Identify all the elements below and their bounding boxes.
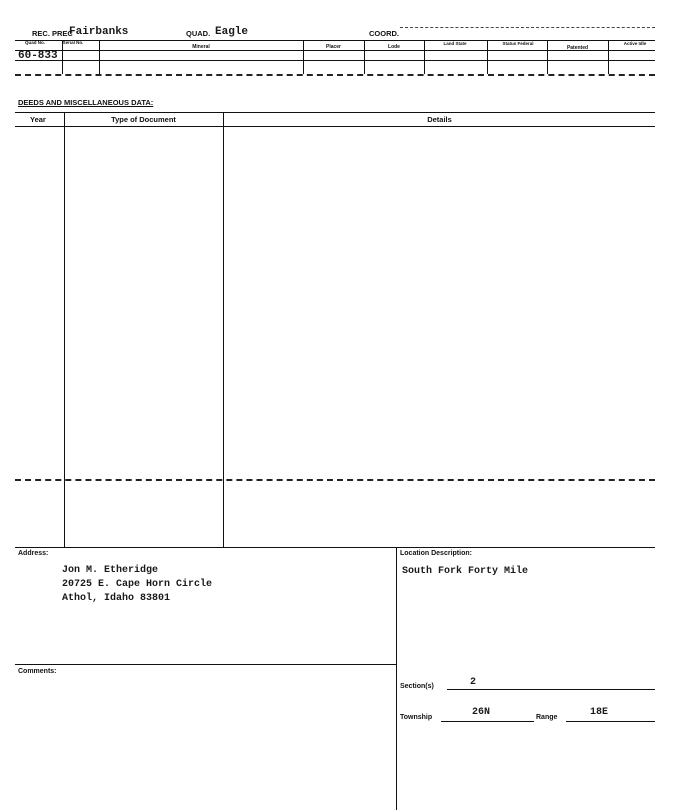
comments-rule bbox=[15, 664, 396, 665]
col-mineral: Mineral bbox=[192, 44, 210, 50]
section-value: 2 bbox=[470, 677, 477, 688]
deeds-section-title: DEEDS AND MISCELLANEOUS DATA: bbox=[18, 98, 154, 107]
quad-no-value: 60-833 bbox=[18, 50, 58, 62]
deeds-col-divider bbox=[223, 112, 224, 547]
year-header: Year bbox=[30, 115, 46, 124]
address-line-2: 20725 E. Cape Horn Circle bbox=[62, 579, 213, 590]
rec-prec-value: Fairbanks bbox=[69, 26, 129, 38]
col-lode: Lode bbox=[388, 44, 400, 50]
type-header: Type of Document bbox=[111, 115, 176, 124]
comments-label: Comments: bbox=[18, 668, 57, 675]
location-value: South Fork Forty Mile bbox=[402, 566, 529, 577]
range-label: Range bbox=[536, 714, 558, 721]
col-divider bbox=[424, 40, 425, 74]
deeds-bottom-rule bbox=[15, 547, 655, 548]
col-active-idle: Active Idle bbox=[623, 41, 647, 46]
location-label: Location Description: bbox=[400, 550, 472, 557]
record-rule bbox=[15, 60, 655, 61]
address-line-1: Jon M. Etheridge bbox=[62, 565, 159, 576]
col-divider bbox=[487, 40, 488, 74]
deeds-header-rule bbox=[15, 126, 655, 127]
section-line bbox=[447, 689, 655, 690]
township-label: Township bbox=[400, 714, 433, 721]
col-patented: Patented bbox=[566, 45, 589, 51]
col-land-state: Land State bbox=[443, 41, 467, 46]
deeds-col-divider bbox=[64, 112, 65, 547]
colhead-rule bbox=[15, 50, 655, 51]
quad-value: Eagle bbox=[215, 26, 249, 38]
coord-label: COORD. bbox=[369, 29, 399, 38]
deeds-top-rule bbox=[15, 112, 655, 113]
header-rule bbox=[15, 40, 655, 41]
details-header: Details bbox=[427, 115, 452, 124]
col-serial-no: Serial No. bbox=[62, 40, 84, 45]
coord-line bbox=[400, 27, 655, 28]
bottom-col-divider bbox=[396, 547, 397, 810]
range-value: 18E bbox=[590, 707, 609, 718]
record-dash-rule bbox=[15, 74, 655, 76]
deeds-dash-rule bbox=[15, 479, 655, 481]
address-label: Address: bbox=[18, 550, 49, 557]
col-quad-no: Quad No. bbox=[25, 40, 45, 45]
range-line bbox=[566, 721, 655, 722]
township-line bbox=[441, 721, 534, 722]
col-divider bbox=[608, 40, 609, 74]
col-status-federal: Status Federal bbox=[502, 41, 534, 46]
col-placer: Placer bbox=[325, 44, 341, 50]
section-label: Section(s) bbox=[400, 683, 434, 690]
rec-prec-label: REC. PREC bbox=[32, 29, 73, 38]
quad-label: QUAD. bbox=[186, 29, 211, 38]
township-value: 26N bbox=[472, 707, 491, 718]
address-line-3: Athol, Idaho 83801 bbox=[62, 593, 171, 604]
